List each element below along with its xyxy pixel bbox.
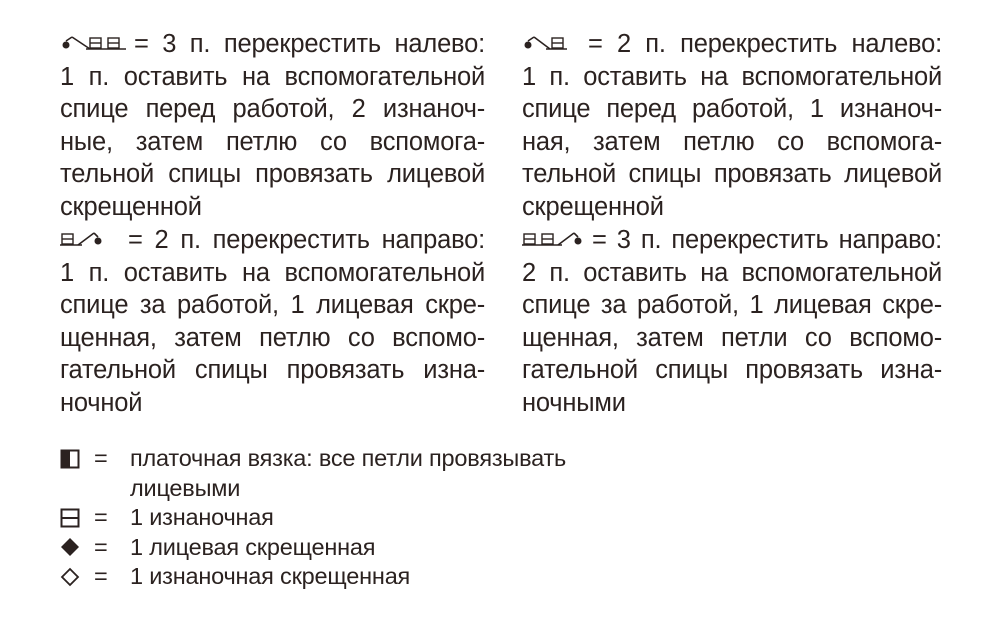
entry-line: спице перед работой, 1 изнаноч- xyxy=(522,95,942,123)
entry-line: 1 п. оставить на вспомогательной xyxy=(60,258,485,287)
entry-line: ночной xyxy=(60,388,143,417)
equals-sign: = xyxy=(94,533,108,560)
entry-line: = 3 п. перекрестить направо: xyxy=(592,226,942,254)
entry-line: 1 п. оставить на вспомогательной xyxy=(522,62,942,91)
entry-line: ная, затем петлю со вспомога- xyxy=(522,127,942,156)
legend-text: 1 изнаночная xyxy=(130,504,274,530)
left-column xyxy=(60,28,485,420)
entry-line: скрещенной xyxy=(60,192,202,221)
entry-line: 1 п. оставить на вспомогательной xyxy=(60,62,485,91)
entry-line: тельной спицы провязать лицевой xyxy=(522,160,942,188)
symbol-legend xyxy=(60,444,590,592)
entry-line: спице за работой, 1 лицевая скре- xyxy=(60,291,485,319)
entry-cross-right-2 xyxy=(60,224,485,419)
cross-right-2-icon xyxy=(60,231,106,247)
legend-row xyxy=(60,533,590,563)
legend-text: 1 лицевая скрещенная xyxy=(130,533,376,560)
entry-line: гательной спицы провязать изна- xyxy=(60,356,485,384)
entry-line: спице перед работой, 2 изнаноч- xyxy=(60,95,485,123)
entry-cross-left-3 xyxy=(60,28,485,223)
entry-line: скрещенной xyxy=(522,192,664,221)
equals-sign: = xyxy=(94,445,108,471)
outline-diamond-icon xyxy=(60,562,94,592)
equals-sign: = xyxy=(94,504,108,530)
entry-cross-right-3 xyxy=(522,224,942,419)
legend-row xyxy=(60,444,590,503)
entry-line: щенная, затем петлю со вспомо- xyxy=(60,323,485,352)
purl-square-icon xyxy=(60,503,94,533)
cross-left-3-icon xyxy=(60,35,128,51)
right-column xyxy=(522,28,942,420)
legend-text: 1 изнаночная скрещенная xyxy=(130,563,411,589)
equals-sign: = xyxy=(94,563,108,589)
entry-cross-left-2 xyxy=(522,28,942,223)
cross-right-3-icon xyxy=(522,231,586,247)
legend-row xyxy=(60,562,590,592)
cross-left-2-icon xyxy=(522,35,568,51)
entry-line: спице за работой, 1 лицевая скре- xyxy=(522,291,942,319)
entry-line: тельной спицы провязать лицевой xyxy=(60,160,485,188)
entry-line: щенная, затем петли со вспомо- xyxy=(522,323,942,352)
entry-line: = 2 п. перекрестить направо: xyxy=(128,226,485,254)
legend-text: платочная вязка: все петли провязывать лицевыми xyxy=(130,445,567,501)
entry-line: = 2 п. перекрестить налево: xyxy=(588,30,942,58)
entry-line: = 3 п. перекрестить налево: xyxy=(134,30,485,58)
entry-line: ные, затем петлю со вспомога- xyxy=(60,127,485,156)
entry-line: ночными xyxy=(522,388,626,417)
entry-line: 2 п. оставить на вспомогательной xyxy=(522,258,942,287)
half-filled-square-icon xyxy=(60,444,94,474)
legend-row xyxy=(60,503,590,533)
entry-line: гательной спицы провязать изна- xyxy=(522,356,942,384)
filled-diamond-icon xyxy=(60,533,94,563)
